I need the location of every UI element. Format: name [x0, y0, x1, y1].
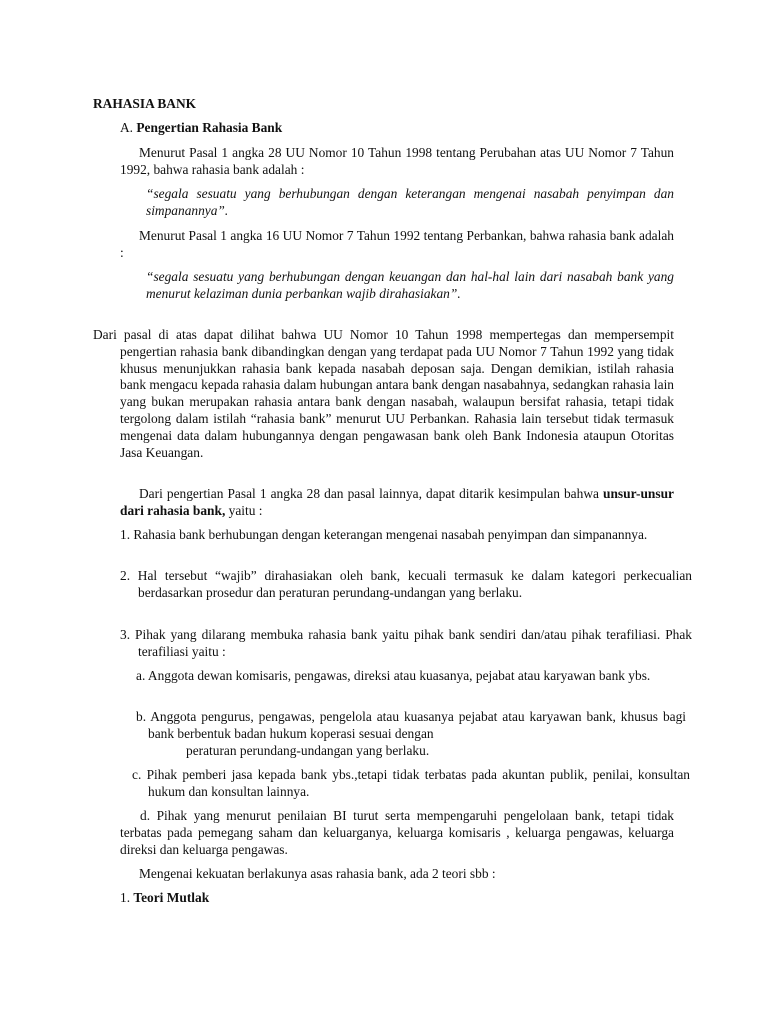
list-item-3: 3. Pihak yang dilarang membuka rahasia bank yaitu pihak bank sendiri dan/atau pihak terafiliasi. Phak terafiliasi yaitu :	[120, 627, 692, 659]
document-title: RAHASIA BANK	[93, 96, 197, 111]
quote-definition-1998: “segala sesuatu yang berhubungan dengan keterangan mengenai nasabah penyimpan dan simpanannya”.	[146, 186, 674, 218]
sub-item-d: d. Pihak yang menurut penilaian BI turut serta mempengaruhi pengelolaan bank, tetapi tidak terbatas pada pemegang saham dan keluarganya, keluarga komisaris , keluarga pengawas, keluarga direksi dan keluarga pengawas.	[120, 808, 674, 857]
conclusion-lead: Dari pengertian Pasal 1 angka 28 dan pasal lainnya, dapat ditarik kesimpulan bahwa	[139, 486, 604, 501]
paragraph-comparison	[93, 327, 674, 461]
theory-title: Teori Mutlak	[133, 890, 210, 905]
theory-prefix: 1.	[120, 890, 134, 905]
section-prefix: A.	[120, 120, 137, 135]
section-title: Pengertian Rahasia Bank	[136, 120, 283, 135]
conclusion-end: yaitu :	[225, 502, 263, 518]
sub-item-b: b. Anggota pengurus, pengawas, pengelola atau kuasanya pejabat atau karyawan bank, khusus bagi bank berbentuk badan hukum koperasi sesuai dengan	[136, 709, 686, 741]
section-heading	[120, 120, 520, 137]
paragraph-conclusion	[120, 486, 674, 520]
paragraph-definition-1992: Menurut Pasal 1 angka 16 UU Nomor 7 Tahun 1992 tentang Perbankan, bahwa rahasia bank adalah :	[120, 228, 674, 260]
quote-definition-1992: “segala sesuatu yang berhubungan dengan keuangan dan hal-hal lain dari nasabah bank yang menurut kelaziman dunia perbankan wajib dirahasiakan”.	[146, 269, 674, 301]
list-item-2: 2. Hal tersebut “wajib” dirahasiakan oleh bank, kecuali termasuk ke dalam kategori perkecualian berdasarkan prosedur dan peraturan perundang-undangan yang berlaku.	[120, 568, 692, 600]
sub-item-c: c. Pihak pemberi jasa kepada bank ybs.,tetapi tidak terbatas pada akuntan publik, penilai, konsultan hukum dan konsultan lainnya.	[132, 767, 690, 799]
paragraph-comparison-text: Dari pasal di atas dapat dilihat bahwa UU Nomor 10 Tahun 1998 mempertegas dan mempersempit pengertian rahasia bank dibandingkan dengan yang terdapat pada UU Nomor 7 Tahun 1992 yang tidak khusus menunjukkan rahasia bank kepada nasabah deposan saja. Dengan demikian, istilah rahasia bank mengacu kepada rahasia dalam hubungan antara bank dengan nasabahnya, sedangkan rahasia lain yang bukan merupakan rahasia antara bank dengan nasabah, walaupun bersifat rahasia, tetapi tidak tergolong dalam istilah “rahasia bank” menurut UU Perbankan. Rahasia lain tersebut tidak termasuk mengenai data dalam hubungannya dengan pengawasan bank oleh Bank Indonesia ataupun Otoritas Jasa Keuangan.	[93, 327, 674, 460]
sub-item-a: a. Anggota dewan komisaris, pengawas, direksi atau kuasanya, pejabat atau karyawan bank ybs.	[136, 668, 651, 683]
conclusion-bold: unsur-unsur dari rahasia bank,	[120, 486, 674, 518]
list-item-1: 1. Rahasia bank berhubungan dengan keterangan mengenai nasabah penyimpan dan simpanannya.	[120, 527, 648, 542]
sub-item-b-continuation: peraturan perundang-undangan yang berlaku.	[186, 743, 430, 758]
paragraph-definition-1998: Menurut Pasal 1 angka 28 UU Nomor 10 Tahun 1998 tentang Perubahan atas UU Nomor 7 Tahun 1992, bahwa rahasia bank adalah :	[120, 145, 674, 177]
paragraph-theories: Mengenai kekuatan berlakunya asas rahasia bank, ada 2 teori sbb :	[139, 866, 496, 881]
theory-heading	[120, 890, 520, 907]
